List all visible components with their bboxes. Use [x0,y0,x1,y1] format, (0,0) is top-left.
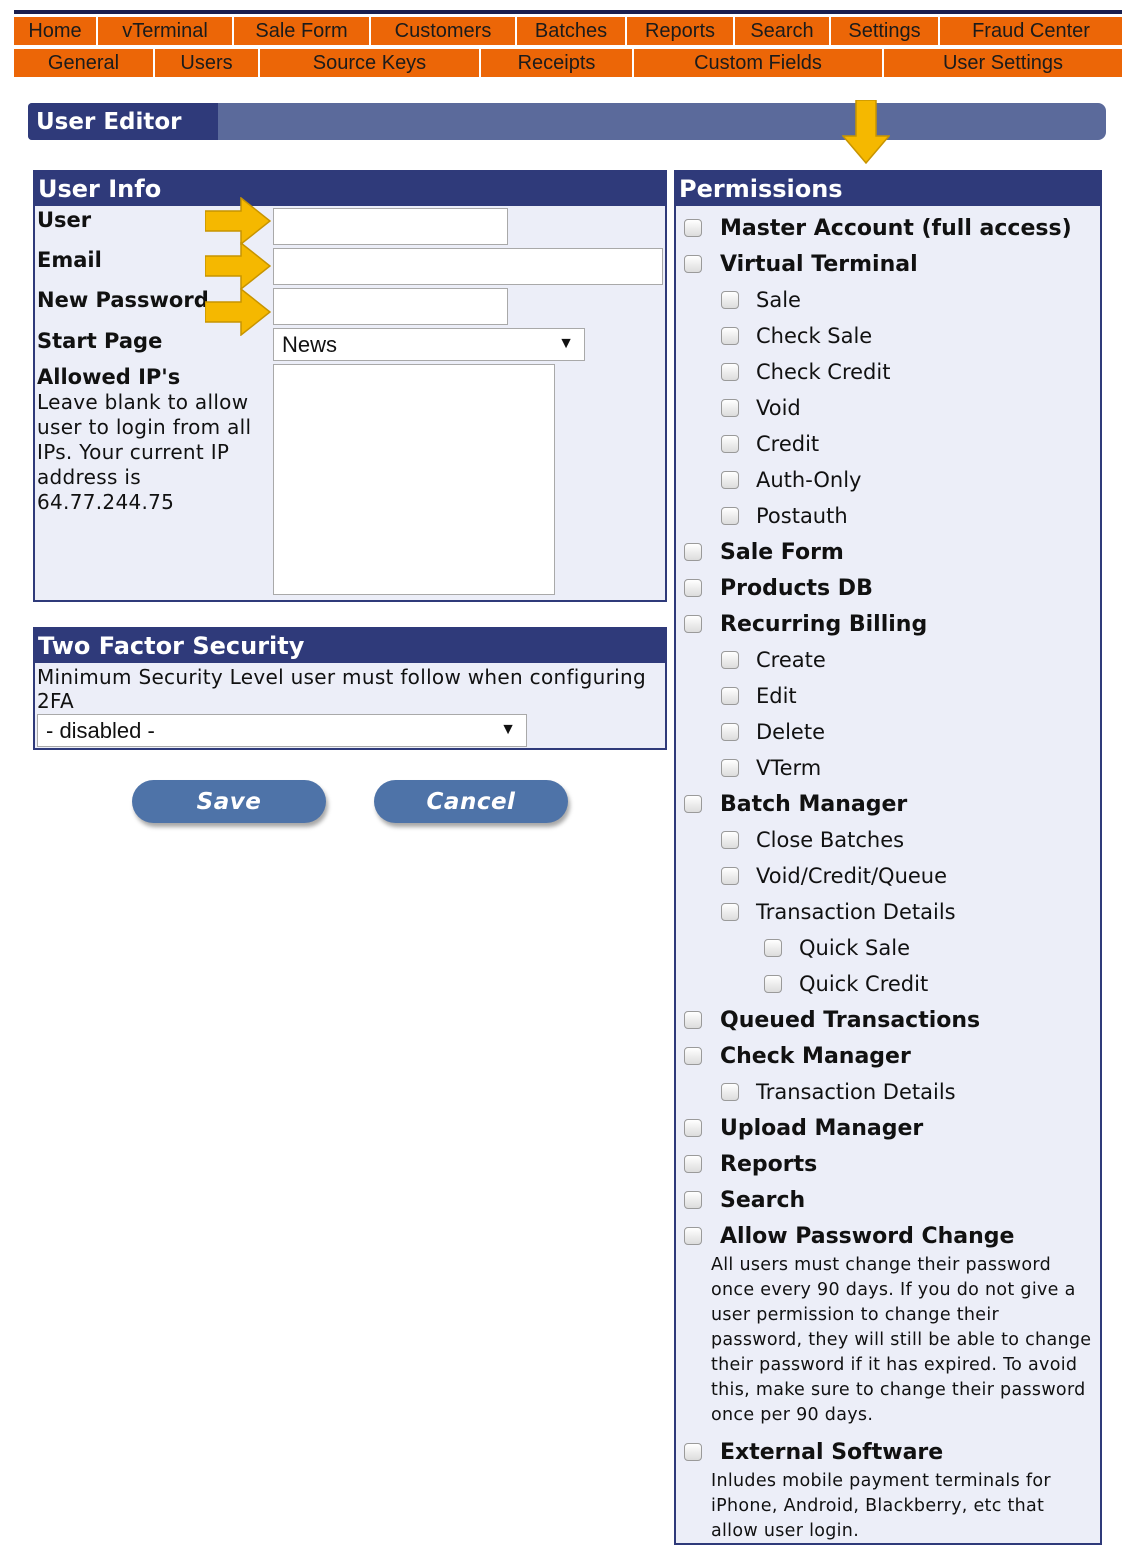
permission-checkbox[interactable] [684,255,702,273]
permission-item [721,718,825,746]
permission-checkbox[interactable] [721,867,739,885]
permission-label: Sale Form [720,539,844,565]
two-factor-title: Two Factor Security [35,629,665,663]
permission-item [721,502,848,530]
permission-item [764,970,928,998]
nav-settings[interactable]: Settings [831,17,940,45]
permission-item [721,358,890,386]
permission-label: Transaction Details [756,900,956,924]
subnav-receipts[interactable]: Receipts [481,49,634,77]
dropdown-arrow-icon: ▼ [500,721,516,738]
permission-checkbox[interactable] [684,1011,702,1029]
two-factor-value: - disabled - [46,717,155,743]
permission-checkbox[interactable] [721,687,739,705]
permission-item [764,934,910,962]
nav-reports[interactable]: Reports [627,17,735,45]
permission-item [721,646,826,674]
two-factor-select[interactable] [37,714,527,747]
permission-item [721,286,801,314]
permission-item [684,610,927,638]
subnav-user-settings[interactable]: User Settings [884,49,1122,77]
permission-item [684,1150,817,1178]
permission-checkbox[interactable] [721,831,739,849]
subnav-general[interactable]: General [14,49,155,77]
permission-checkbox[interactable] [684,579,702,597]
permission-label: Check Manager [720,1043,911,1069]
permission-label: Virtual Terminal [720,251,918,277]
permission-label: Allow Password Change [720,1223,1015,1249]
permission-label: Void [756,396,801,420]
permission-item [721,1078,956,1106]
permission-label: Products DB [720,575,873,601]
permission-label: Sale [756,288,801,312]
permission-item [721,898,956,926]
permission-item [721,862,947,890]
start-page-label: Start Page [37,329,163,353]
user-info-title: User Info [35,172,665,206]
editor-header-bar [28,103,1106,140]
permission-label: Void/Credit/Queue [756,864,948,888]
permission-item [721,826,904,854]
start-page-value: News [282,331,338,357]
permission-item [684,538,844,566]
permission-item [721,322,872,350]
user-input[interactable] [273,208,508,245]
start-page-select[interactable] [273,328,585,361]
permission-item [721,466,861,494]
permission-checkbox[interactable] [721,291,739,309]
password-change-note: All users must change their password once every 90 days. If you do not give a user permission to change their password, they will still be able to change their password if it has expired. To avoid this, make sure to change their password once per 90 days. [711,1255,1092,1425]
nav-home[interactable]: Home [14,17,98,45]
nav-fraud-center[interactable]: Fraud Center [940,17,1122,45]
allowed-ips-label: Allowed IP's [37,365,181,389]
permission-checkbox[interactable] [721,363,739,381]
permission-label: Edit [756,684,797,708]
password-label: New Password [37,288,209,312]
arrow-down-icon [842,100,890,164]
permission-item [721,430,819,458]
permissions-title: Permissions [676,172,1100,206]
permission-checkbox[interactable] [721,471,739,489]
permission-item [684,1006,980,1034]
permission-checkbox[interactable] [684,219,702,237]
email-label: Email [37,248,102,272]
user-label: User [37,208,92,232]
external-software-note: Inludes mobile payment terminals for iPhone, Android, Blackberry, etc that allow user login. [711,1471,1051,1541]
permission-label: Check Credit [756,360,891,384]
permission-item [684,214,1072,242]
two-factor-description: Minimum Security Level user must follow when configuring 2FA [37,665,646,713]
permission-item [684,1042,911,1070]
permission-label: VTerm [756,756,822,780]
permission-checkbox[interactable] [684,1443,702,1461]
subnav-source-keys[interactable]: Source Keys [260,49,481,77]
permission-label: Master Account (full access) [720,215,1072,241]
permission-item [684,1438,943,1466]
permission-checkbox[interactable] [684,1155,702,1173]
top-border [14,10,1122,14]
permission-label: Reports [720,1151,818,1177]
permission-label: Create [756,648,826,672]
permission-label: Search [720,1187,806,1213]
permission-checkbox[interactable] [684,1047,702,1065]
arrow-right-icon [205,197,271,245]
permission-label: Credit [756,432,820,456]
permission-checkbox[interactable] [684,795,702,813]
cancel-button[interactable]: Cancel [374,780,568,823]
sub-nav [14,49,1122,77]
permission-checkbox[interactable] [721,435,739,453]
dropdown-arrow-icon: ▼ [558,335,574,352]
arrow-right-icon [205,242,271,290]
permission-label: Quick Sale [799,936,911,960]
password-input[interactable] [273,288,508,325]
permission-item [721,682,797,710]
permission-checkbox[interactable] [721,903,739,921]
permission-label: Check Sale [756,324,873,348]
permission-checkbox[interactable] [764,975,782,993]
permission-checkbox[interactable] [764,939,782,957]
nav-sale-form[interactable]: Sale Form [234,17,371,45]
permission-checkbox[interactable] [721,399,739,417]
permission-checkbox[interactable] [684,543,702,561]
permission-item [684,574,873,602]
permission-item [684,1114,923,1142]
main-nav [14,17,1122,45]
permission-checkbox[interactable] [684,615,702,633]
permission-item [684,1186,805,1214]
permission-label: Auth-Only [756,468,862,492]
permission-label: Postauth [756,504,848,528]
email-input[interactable] [273,248,663,285]
permission-checkbox[interactable] [721,651,739,669]
permission-item [684,1222,1014,1250]
permission-checkbox[interactable] [684,1227,702,1245]
allowed-ips-help: Leave blank to allow user to login from all IPs. Your current IP address is 64.77.244.75 [37,390,252,514]
permission-label: Delete [756,720,825,744]
save-button[interactable]: Save [132,780,326,823]
permission-checkbox[interactable] [721,723,739,741]
permission-label: Close Batches [756,828,905,852]
permission-item [721,754,821,782]
permission-item [684,250,918,278]
permission-label: Queued Transactions [720,1007,981,1033]
permission-label: Upload Manager [720,1115,924,1141]
allowed-ips-textarea[interactable] [273,364,555,595]
nav-vterminal[interactable]: vTerminal [98,17,234,45]
permission-item [721,394,801,422]
arrow-right-icon [205,288,271,336]
nav-search[interactable]: Search [735,17,831,45]
subnav-custom-fields[interactable]: Custom Fields [634,49,884,77]
permission-checkbox[interactable] [684,1191,702,1209]
permission-label: Transaction Details [756,1080,956,1104]
page-title: User Editor [28,103,218,140]
permission-checkbox[interactable] [721,1083,739,1101]
permission-label: Batch Manager [720,791,908,817]
permission-checkbox[interactable] [721,507,739,525]
permission-label: External Software [720,1439,944,1465]
subnav-users[interactable]: Users [155,49,260,77]
permission-checkbox[interactable] [684,1119,702,1137]
nav-batches[interactable]: Batches [517,17,627,45]
permission-label: Recurring Billing [720,611,928,637]
nav-customers[interactable]: Customers [371,17,517,45]
permission-label: Quick Credit [799,972,929,996]
permission-item [684,790,907,818]
permission-checkbox[interactable] [721,327,739,345]
permission-checkbox[interactable] [721,759,739,777]
